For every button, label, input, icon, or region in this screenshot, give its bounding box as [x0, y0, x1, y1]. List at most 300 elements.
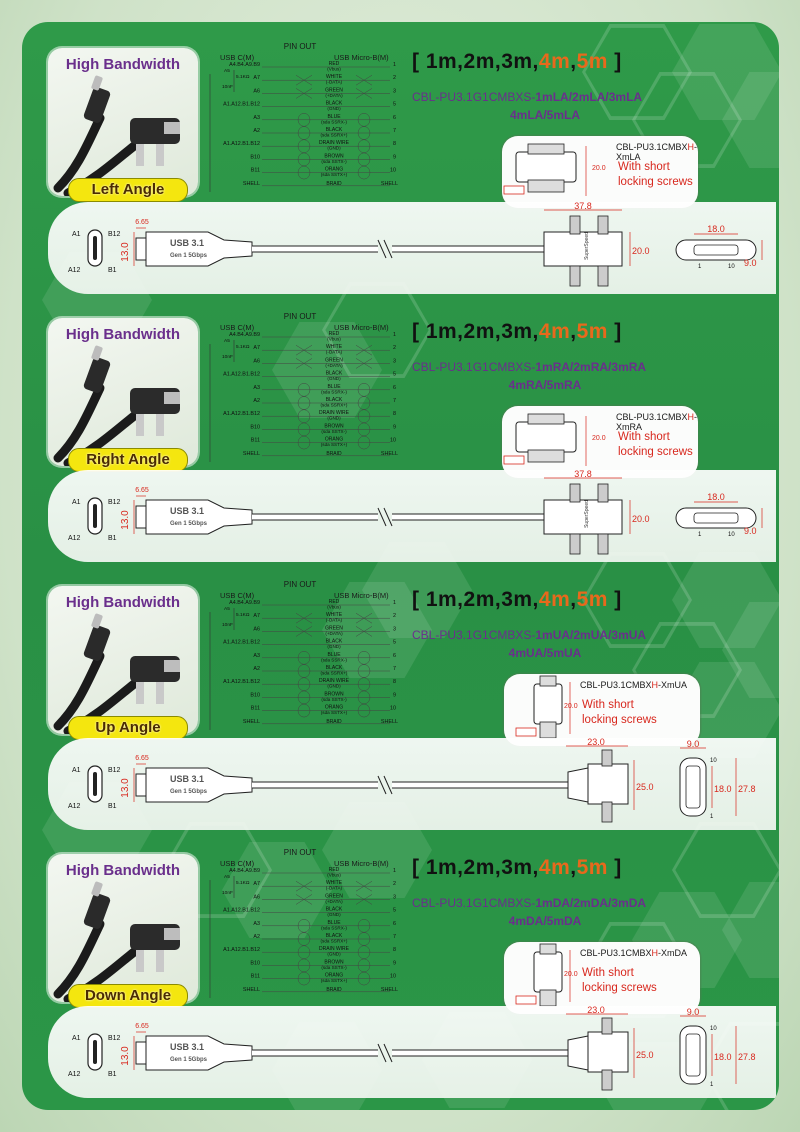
pin-right-0: 1 — [393, 868, 396, 874]
usb-c-plug-body — [83, 356, 112, 394]
wire-name-3: BLACK — [325, 638, 343, 645]
part-line-2: 4mDA/5mDA — [508, 914, 582, 928]
shell-wire: BRAID — [326, 986, 342, 993]
shell-right: SHELL — [380, 450, 398, 457]
wire-desc-1: (-DATA) — [325, 617, 343, 623]
cable-lengths — [412, 856, 622, 880]
info-code-a: CBL-PU3.1CMBX — [580, 948, 652, 958]
info-code-a: CBL-PU3.1CMBX — [616, 412, 688, 422]
a5-label: A5 — [224, 875, 230, 880]
usb-c-plug-body — [83, 624, 112, 662]
info-note-2: locking screws — [618, 446, 693, 458]
part-number — [412, 626, 678, 662]
screw-bottom-2 — [598, 266, 608, 286]
usbc-pin-b12: B12 — [108, 499, 121, 506]
lengths-close: ] — [607, 588, 622, 611]
mb-height-label: 18.0 — [714, 1052, 732, 1062]
pin-left-2: A6 — [253, 358, 260, 365]
capacitor-label: 10nF — [222, 355, 233, 360]
usbc-pin-b1: B1 — [108, 535, 117, 542]
usbc-pin-b1: B1 — [108, 1071, 117, 1078]
wire-name-4: BLUE — [327, 113, 341, 120]
plug-text-1: USB 3.1 — [170, 238, 205, 248]
plug-text-2: Gen 1 5Gbps — [170, 789, 208, 795]
info-code-a: CBL-PU3.1CMBX — [580, 680, 652, 690]
capacitor-label: 10nF — [222, 623, 233, 628]
mb-height-label: 18.0 — [714, 784, 732, 794]
shell-right: SHELL — [380, 718, 398, 725]
cable-break — [378, 508, 392, 526]
mb-height-label: 9.0 — [744, 526, 757, 536]
height-label: 20.0 — [632, 514, 650, 524]
wire-desc-6: (GND) — [327, 951, 341, 957]
pin-left-4: A3 — [253, 384, 260, 391]
usb-c-tongue — [93, 504, 97, 528]
a5-label: A5 — [224, 607, 230, 612]
connector-body — [516, 422, 576, 452]
mb-pin-1: 1 — [698, 532, 702, 538]
product-section-right — [22, 306, 779, 476]
info-part-code — [616, 142, 698, 162]
usbc-pin-a1: A1 — [72, 499, 81, 506]
pin-right-3: 5 — [393, 371, 396, 378]
micro-b-socket — [694, 513, 738, 523]
wire-desc-4: (sda SSRX-) — [321, 389, 347, 395]
brand-mark: SuperSpeed — [584, 500, 590, 528]
resistor-label: 5.1KΩ — [236, 613, 250, 618]
info-note-2: locking screws — [582, 714, 657, 726]
locking-screw-2 — [156, 144, 164, 166]
part-line-1: 1mDA/2mDA/3mDA — [535, 896, 647, 910]
wire-name-7: BROWN — [324, 153, 344, 160]
info-code-b: -XmLA — [616, 142, 698, 162]
pinout-left-header: USB C(M) — [220, 859, 255, 868]
locking-screw-1 — [136, 950, 144, 972]
usb-c-metal-tip — [136, 1042, 146, 1064]
pin-left-7: B10 — [250, 960, 260, 967]
plug-height-label: 13.0 — [120, 778, 131, 798]
pin-right-8: 10 — [390, 167, 396, 174]
pinout-left-header: USB C(M) — [220, 591, 255, 600]
wire-name-2: GREEN — [325, 357, 343, 364]
info-code-b: -XmUA — [658, 680, 688, 690]
connector-body — [516, 152, 576, 182]
usbc-pin-a1: A1 — [72, 231, 81, 238]
wire-name-0: RED — [328, 331, 340, 337]
a5-label: A5 — [224, 339, 230, 344]
pinout-title: PIN OUT — [283, 580, 317, 589]
pin-left-6: A1.A12.B1.B12 — [223, 141, 260, 148]
shell-right: SHELL — [380, 180, 398, 187]
info-code-a: CBL-PU3.1CMBX — [616, 142, 688, 152]
pin-right-4: 6 — [393, 114, 396, 121]
plug-width-label: 6.65 — [135, 1023, 149, 1030]
wire-desc-7: (sda SSTX-) — [321, 696, 347, 702]
micro-b-body — [544, 232, 622, 266]
wire-name-8: ORANG — [324, 972, 344, 979]
cable-photo-illustration — [48, 48, 198, 196]
wire-name-5: BLACK — [325, 127, 343, 133]
wire-desc-8: (sda SSTX+) — [320, 172, 348, 178]
pin-left-6: A1.A12.B1.B12 — [223, 947, 260, 954]
wire-desc-2: (+DATA) — [325, 92, 343, 98]
length-5m: 5m — [576, 320, 608, 343]
pinout-title: PIN OUT — [283, 42, 317, 51]
shell-left: SHELL — [242, 718, 260, 725]
usbc-pin-a12: A12 — [68, 267, 81, 274]
wire-name-7: BROWN — [324, 959, 344, 966]
wire-name-5: BLACK — [325, 665, 343, 671]
wire-desc-0: (Vbus) — [327, 66, 341, 72]
usb-c-tongue — [93, 236, 97, 260]
mb-total-label: 27.8 — [738, 1052, 756, 1062]
screw-block-bottom — [528, 180, 564, 192]
capacitor-label: 10nF — [222, 891, 233, 896]
part-line-2: 4mLA/5mLA — [509, 108, 580, 122]
wire-name-1: WHITE — [325, 880, 343, 887]
pin-left-6: A1.A12.B1.B12 — [223, 411, 260, 418]
wire-desc-7: (sda SSTX-) — [321, 158, 347, 164]
usbc-pin-b12: B12 — [108, 767, 121, 774]
pin-right-1: 2 — [393, 613, 396, 620]
part-number — [412, 358, 678, 394]
pin-left-7: B10 — [250, 692, 260, 699]
cable-break — [378, 776, 392, 794]
pin-right-0: 1 — [393, 332, 396, 338]
product-photo-panel — [48, 586, 198, 734]
usbc-pin-b12: B12 — [108, 231, 121, 238]
pin-left-4: A3 — [253, 652, 260, 659]
pin-right-5: 7 — [393, 398, 396, 404]
plug-text-2: Gen 1 5Gbps — [170, 521, 208, 527]
pin-left-5: A2 — [253, 934, 260, 940]
high-bandwidth-label: High Bandwidth — [65, 56, 181, 73]
micro-b-body — [588, 1032, 628, 1072]
pin-left-1: A7 — [253, 613, 260, 620]
wire-name-6: DRAIN WIRE — [319, 946, 349, 953]
shell-wire: BRAID — [326, 450, 342, 457]
pin-left-3: A1.A12.B1.B12 — [223, 907, 260, 914]
resistor-label: 5.1KΩ — [236, 75, 250, 80]
mb-pin-1: 1 — [698, 264, 702, 270]
height-label: 25.0 — [636, 1050, 654, 1060]
dim-box — [504, 456, 524, 464]
pin-left-8: B11 — [250, 973, 260, 980]
micro-b-tip — [164, 122, 180, 134]
wire-name-5: BLACK — [325, 397, 343, 403]
shell-wire: BRAID — [326, 718, 342, 725]
wire-desc-5: (sda SSRX+) — [320, 938, 348, 944]
cable-lengths — [412, 588, 622, 612]
usbc-pin-a1: A1 — [72, 1035, 81, 1042]
usbc-pin-b1: B1 — [108, 267, 117, 274]
lengths-open: [ — [412, 320, 426, 343]
pin-left-0: A4.B4.A9.B9 — [229, 62, 260, 68]
pin-left-2: A6 — [253, 626, 260, 633]
plug-width-label: 6.65 — [135, 487, 149, 494]
pinout-wiring — [200, 312, 400, 472]
wire-desc-8: (sda SSTX+) — [320, 978, 348, 984]
locking-screw-2 — [156, 682, 164, 704]
wire-name-1: WHITE — [325, 344, 343, 351]
plug-width-label: 6.65 — [135, 219, 149, 226]
usb-c-tongue — [93, 772, 97, 796]
pin-right-0: 1 — [393, 62, 396, 68]
dimension-drawing-svg — [48, 470, 776, 562]
dimension-drawing-down — [48, 1006, 776, 1098]
info-part-code — [616, 412, 698, 432]
pin-right-2: 3 — [393, 88, 396, 95]
high-bandwidth-label: High Bandwidth — [65, 326, 181, 343]
pinout-wiring — [200, 580, 400, 740]
pin-right-6: 8 — [393, 679, 396, 686]
lengths-close: ] — [607, 856, 622, 879]
pin-left-4: A3 — [253, 920, 260, 927]
pin-left-1: A7 — [253, 75, 260, 82]
mb-pin-1: 1 — [710, 1082, 714, 1088]
length-4m: 4m — [538, 588, 571, 611]
wire-desc-6: (GND) — [327, 683, 341, 689]
lengths-close: ] — [607, 320, 622, 343]
pin-right-8: 10 — [390, 973, 396, 980]
screw-bottom-1 — [570, 266, 580, 286]
angle-label: Right Angle — [68, 448, 188, 472]
usbc-pin-a1: A1 — [72, 767, 81, 774]
pin-right-2: 3 — [393, 626, 396, 633]
info-code-h: H — [651, 948, 659, 958]
usb-c-tongue — [93, 1040, 97, 1064]
micro-b-tip — [164, 660, 180, 672]
product-photo-panel — [48, 318, 198, 466]
mb-pin-1: 1 — [710, 814, 714, 820]
cable-photo-illustration — [48, 586, 198, 734]
dim-box — [516, 728, 536, 736]
shell-left: SHELL — [242, 180, 260, 187]
high-bandwidth-label: High Bandwidth — [65, 862, 181, 879]
dimension-drawing-svg — [48, 1006, 776, 1098]
short-screw-info-box — [504, 674, 700, 746]
wire-name-4: BLUE — [327, 383, 341, 390]
product-section-up — [22, 574, 779, 744]
wire-name-6: DRAIN WIRE — [319, 678, 349, 685]
product-section-left — [22, 36, 779, 206]
wire-desc-5: (sda SSRX+) — [320, 402, 348, 408]
screw-bottom-1 — [570, 534, 580, 554]
wire-desc-2: (+DATA) — [325, 362, 343, 368]
mb-width-label: 9.0 — [686, 1007, 700, 1017]
dim-box — [516, 996, 536, 1004]
screw-top-2 — [598, 216, 608, 234]
angle-label: Left Angle — [68, 178, 188, 202]
pinout-wiring — [200, 42, 400, 202]
pin-left-5: A2 — [253, 128, 260, 134]
info-dim: 20.0 — [564, 971, 578, 978]
length-5m: 5m — [576, 50, 608, 73]
pinout-diagram — [200, 312, 400, 472]
info-note-1: With short — [618, 431, 670, 443]
wire-desc-8: (sda SSTX+) — [320, 710, 348, 716]
pinout-diagram — [200, 580, 400, 740]
plug-height-label: 13.0 — [120, 1046, 131, 1066]
info-part-code — [580, 948, 687, 958]
micro-b-tip — [164, 392, 180, 404]
resistor-label: 5.1KΩ — [236, 345, 250, 350]
info-note-1: With short — [582, 699, 634, 711]
wire-desc-3: (GND) — [327, 644, 341, 650]
wire-name-8: ORANG — [324, 704, 344, 711]
wire-desc-7: (sda SSTX-) — [321, 428, 347, 434]
pin-right-4: 6 — [393, 920, 396, 927]
dimension-drawing-up — [48, 738, 776, 830]
pin-left-8: B11 — [250, 437, 260, 444]
lengths-close: ] — [607, 50, 622, 73]
pin-left-3: A1.A12.B1.B12 — [223, 101, 260, 108]
info-note-1: With short — [582, 967, 634, 979]
wire-desc-4: (sda SSRX-) — [321, 925, 347, 931]
pin-right-1: 2 — [393, 881, 396, 888]
pin-left-1: A7 — [253, 345, 260, 352]
usbc-pin-a12: A12 — [68, 1071, 81, 1078]
wire-desc-7: (sda SSTX-) — [321, 964, 347, 970]
micro-b-tip — [164, 928, 180, 940]
wire-name-0: RED — [328, 61, 340, 67]
usbc-pin-b1: B1 — [108, 803, 117, 810]
width-label: 37.8 — [574, 470, 592, 479]
pin-left-0: A4.B4.A9.B9 — [229, 332, 260, 338]
mb-height-label: 9.0 — [744, 258, 757, 268]
wire-name-1: WHITE — [325, 74, 343, 81]
wire-name-3: BLACK — [325, 370, 343, 377]
wire-desc-3: (GND) — [327, 376, 341, 382]
wire-desc-2: (+DATA) — [325, 630, 343, 636]
plug-height-label: 13.0 — [120, 242, 131, 262]
locking-screw-1 — [136, 414, 144, 436]
micro-b-socket — [686, 1034, 700, 1076]
info-dim: 20.0 — [592, 435, 606, 442]
pin-right-4: 6 — [393, 384, 396, 391]
cable-break — [378, 1044, 392, 1062]
pin-right-8: 10 — [390, 705, 396, 712]
info-note-1: With short — [618, 161, 670, 173]
info-dim: 20.0 — [564, 703, 578, 710]
pin-right-2: 3 — [393, 358, 396, 365]
height-label: 20.0 — [632, 246, 650, 256]
pinout-right-header: USB Micro-B(M) — [334, 323, 389, 332]
mb-pin-10: 10 — [710, 1026, 717, 1032]
locking-screw-2 — [156, 414, 164, 436]
pin-left-0: A4.B4.A9.B9 — [229, 600, 260, 606]
short-screw-info-box — [502, 406, 698, 478]
connector-body — [534, 684, 562, 724]
info-code-h: H — [651, 680, 659, 690]
cable-lengths — [412, 50, 622, 74]
lengths-comma: , — [570, 50, 577, 73]
wire-name-7: BROWN — [324, 423, 344, 430]
part-line-1: 1mLA/2mLA/3mLA — [535, 90, 643, 104]
lengths-open: [ — [412, 50, 426, 73]
info-code-b: -XmDA — [658, 948, 688, 958]
part-line-1: 1mUA/2mUA/3mUA — [535, 628, 647, 642]
wire-name-5: BLACK — [325, 933, 343, 939]
micro-b-socket — [686, 766, 700, 808]
pin-left-5: A2 — [253, 666, 260, 672]
length-4m: 4m — [538, 856, 571, 879]
lengths-standard: 1m,2m,3m, — [425, 320, 539, 343]
dimension-drawing-svg — [48, 738, 776, 830]
pinout-diagram — [200, 42, 400, 202]
pinout-left-header: USB C(M) — [220, 53, 255, 62]
wire-name-3: BLACK — [325, 906, 343, 913]
cable-photo-illustration — [48, 318, 198, 466]
shell-wire: BRAID — [326, 180, 342, 187]
part-line-1: 1mRA/2mRA/3mRA — [535, 360, 647, 374]
pin-right-1: 2 — [393, 345, 396, 352]
screw-block-bottom — [528, 450, 564, 462]
wire-name-2: GREEN — [325, 625, 343, 632]
lengths-standard: 1m,2m,3m, — [425, 856, 539, 879]
wire-desc-5: (sda SSRX+) — [320, 670, 348, 676]
wire-name-2: GREEN — [325, 893, 343, 900]
pin-right-0: 1 — [393, 600, 396, 606]
usb-c-metal-tip — [136, 238, 146, 260]
plug-text-2: Gen 1 5Gbps — [170, 1057, 208, 1063]
pin-right-3: 5 — [393, 907, 396, 914]
pin-right-7: 9 — [393, 424, 396, 431]
screw-top-2 — [598, 484, 608, 502]
shell-left: SHELL — [242, 450, 260, 457]
wire-name-8: ORANG — [324, 436, 344, 443]
micro-b-body — [588, 764, 628, 804]
micro-b-body — [544, 500, 622, 534]
wire-desc-4: (sda SSRX-) — [321, 119, 347, 125]
angle-label: Down Angle — [68, 984, 188, 1008]
wire-name-4: BLUE — [327, 651, 341, 658]
part-prefix: CBL-PU3.1G1CMBXS- — [412, 360, 536, 374]
wire-desc-5: (sda SSRX+) — [320, 132, 348, 138]
part-number — [412, 894, 678, 930]
wire-name-8: ORANG — [324, 166, 344, 173]
resistor-label: 5.1KΩ — [236, 881, 250, 886]
pin-left-7: B10 — [250, 154, 260, 161]
wire-desc-8: (sda SSTX+) — [320, 442, 348, 448]
wire-name-1: WHITE — [325, 612, 343, 619]
info-part-code — [580, 680, 687, 690]
plug-text-2: Gen 1 5Gbps — [170, 253, 208, 259]
brand-mark: SuperSpeed — [584, 232, 590, 260]
pinout-title: PIN OUT — [283, 848, 317, 857]
pinout-right-header: USB Micro-B(M) — [334, 53, 389, 62]
wire-desc-6: (GND) — [327, 415, 341, 421]
wire-desc-1: (-DATA) — [325, 885, 343, 891]
pin-right-3: 5 — [393, 639, 396, 646]
width-label: 23.0 — [587, 1006, 605, 1015]
pin-left-3: A1.A12.B1.B12 — [223, 371, 260, 378]
pin-left-7: B10 — [250, 424, 260, 431]
wire-name-6: DRAIN WIRE — [319, 410, 349, 417]
screw-bottom — [602, 802, 612, 822]
screw-block-top — [528, 144, 564, 154]
usb-c-metal-tip — [136, 774, 146, 796]
connector-body — [534, 952, 562, 992]
pin-right-2: 3 — [393, 894, 396, 901]
usbc-pin-a12: A12 — [68, 803, 81, 810]
pinout-diagram — [200, 848, 400, 1008]
wire-desc-6: (GND) — [327, 145, 341, 151]
cable-lengths — [412, 320, 622, 344]
capacitor-label: 10nF — [222, 85, 233, 90]
dimension-drawing-left — [48, 202, 776, 294]
cable-break — [378, 240, 392, 258]
